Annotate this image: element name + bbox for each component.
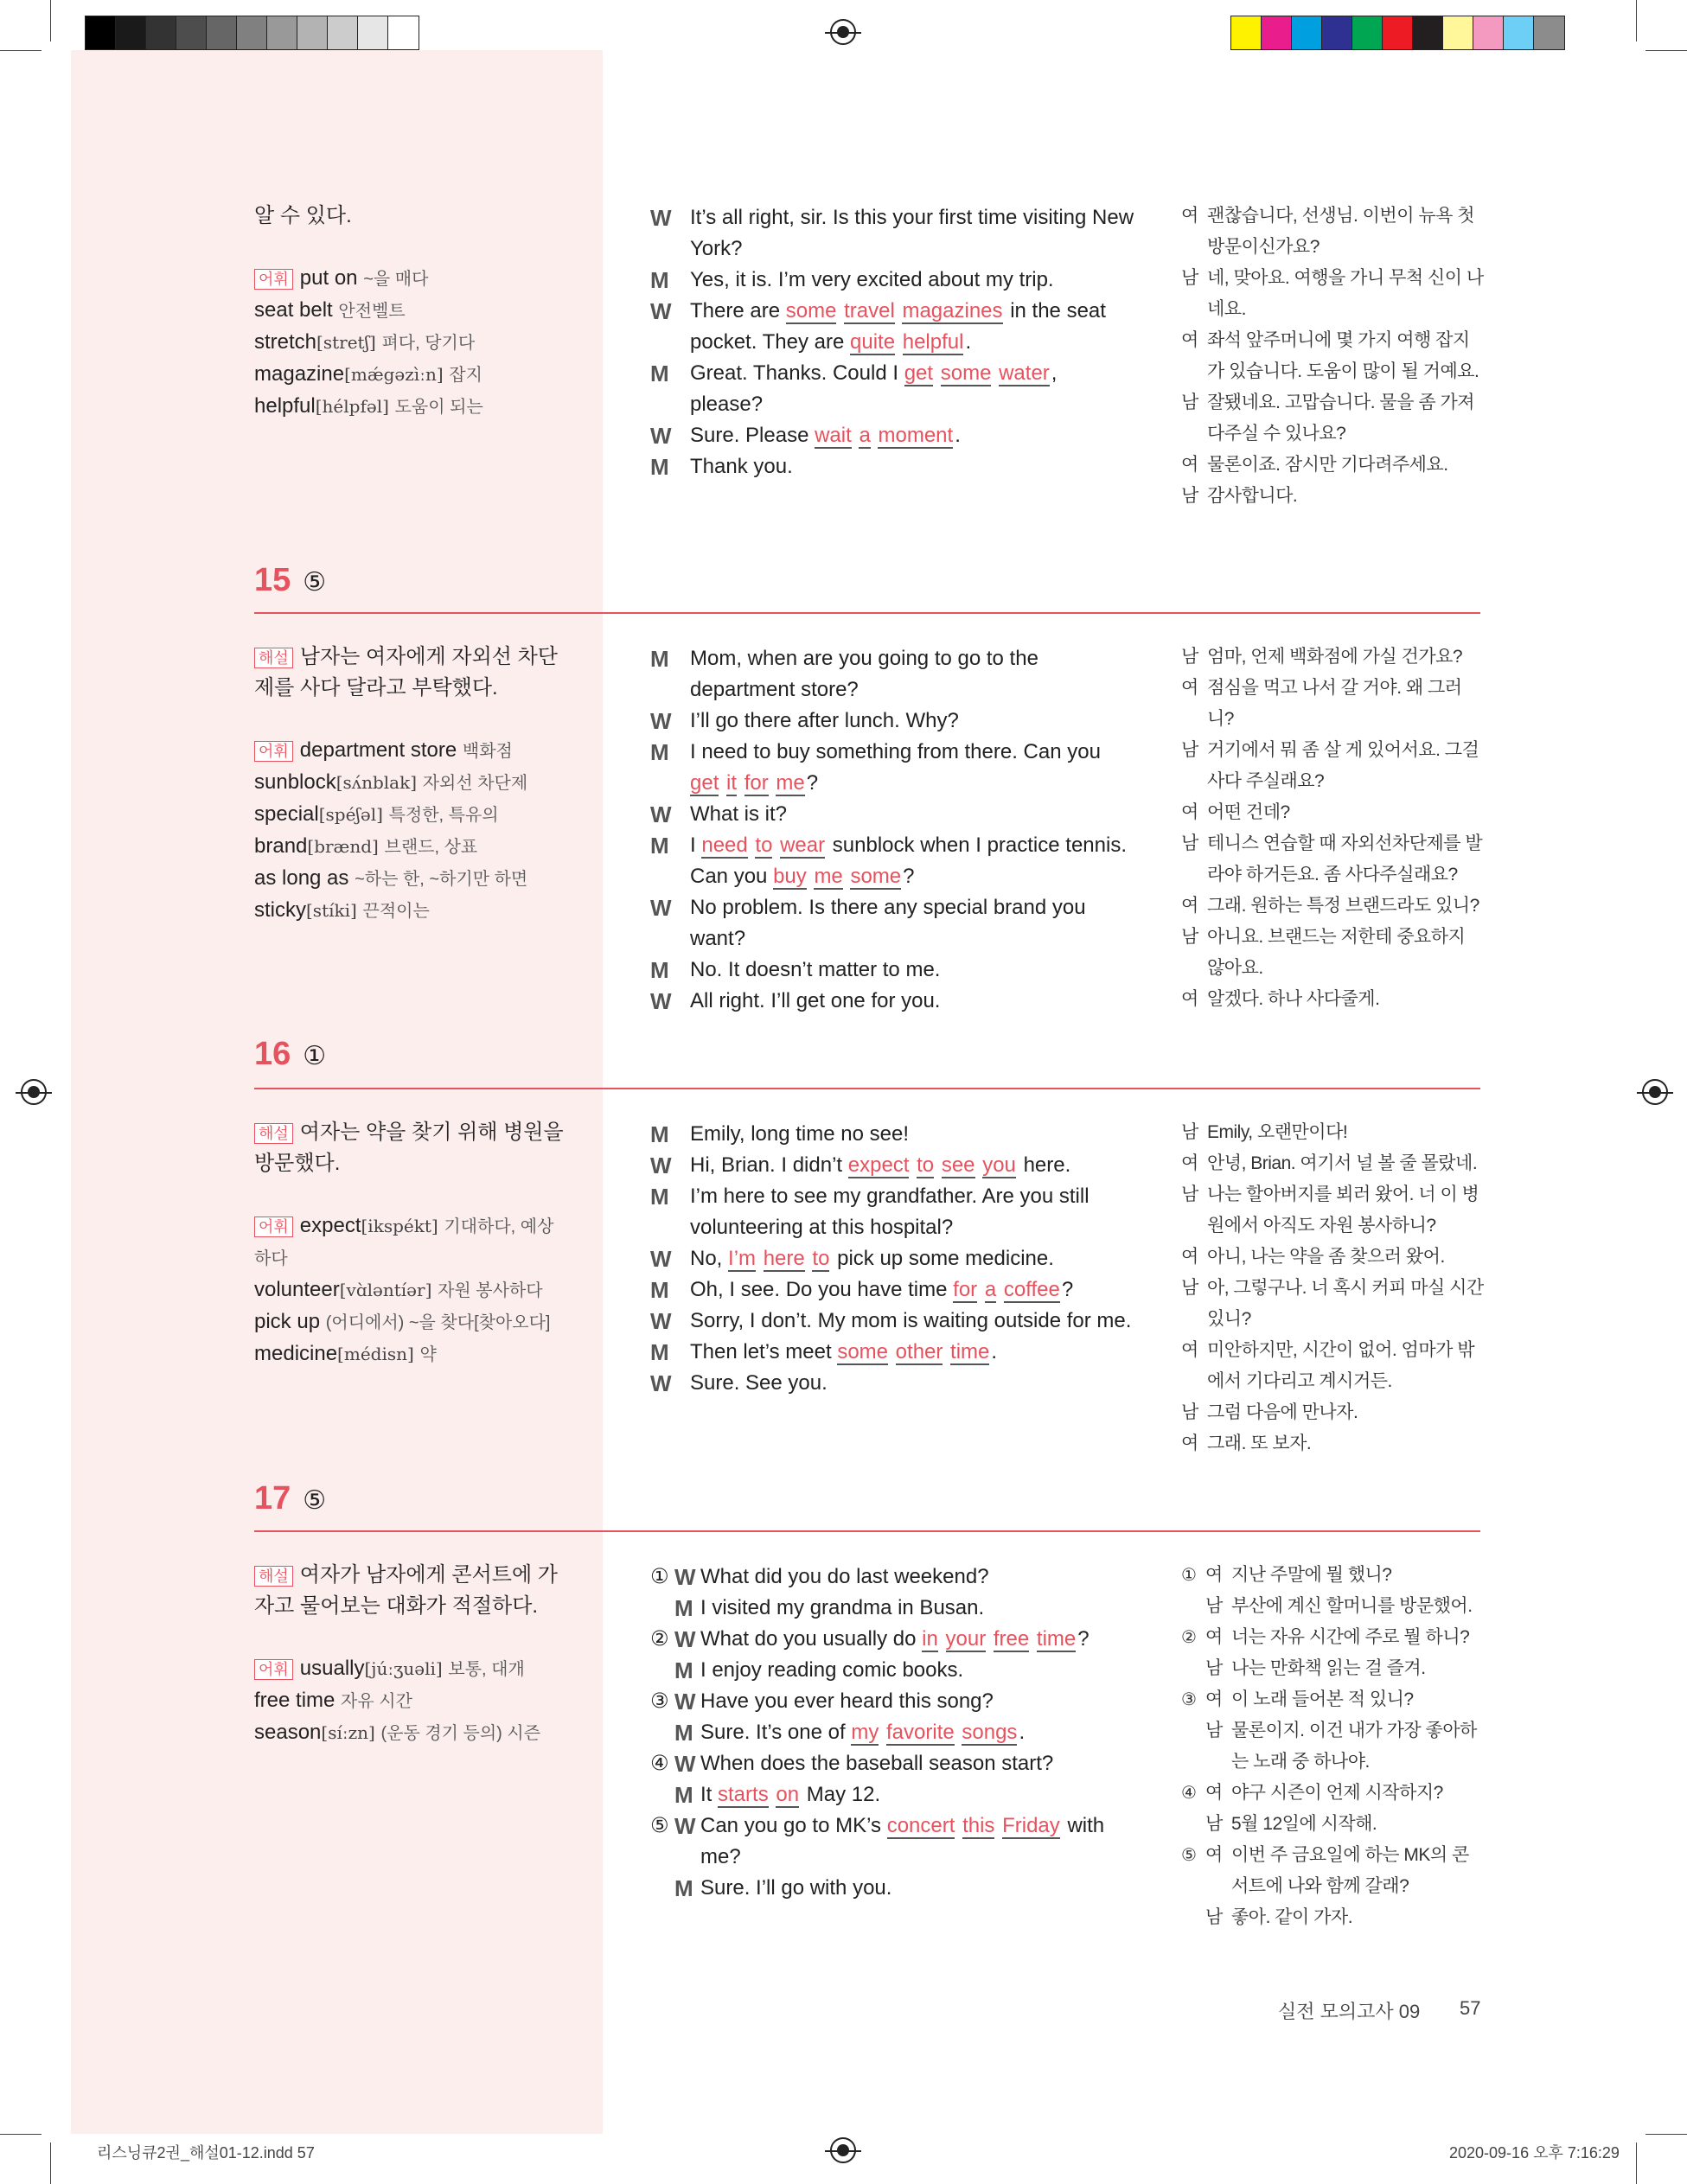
vocab-tag: 어휘 (254, 741, 293, 762)
answer-blank: time (1036, 1627, 1077, 1651)
answer-blank: for (744, 771, 769, 795)
dialogue-line: M Emily, long time no see! (650, 1121, 909, 1147)
answer-blank: helpful (902, 330, 964, 354)
answer-blank: for (953, 1278, 978, 1301)
vocab-tag: 어휘 (254, 1659, 293, 1680)
vocab-item: as long as ~하는 한, ~하기만 하면 (254, 866, 528, 890)
q16-notes (254, 1117, 566, 1370)
translation-line: 남 아, 그렇구나. 너 혹시 커피 마실 시간 있니? (1181, 1278, 1484, 1329)
top-notes (254, 201, 566, 423)
translation-line: ③ 여 이 노래 들어본 적 있니? (1181, 1689, 1414, 1709)
answer-blank: some (837, 1340, 888, 1363)
translation-line: 남 부산에 계신 할머니를 방문했어. (1205, 1596, 1473, 1616)
answer-blank: water (999, 361, 1050, 385)
answer-blank: songs (962, 1721, 1018, 1744)
answer-blank: to (755, 833, 773, 857)
answer-blank: starts (718, 1783, 769, 1806)
q15-notes (254, 642, 566, 927)
q16-dialogue (650, 1119, 1134, 1399)
vocab-item: free time 자유 시간 (254, 1689, 412, 1712)
translation-line: 남 거기에서 뭐 좀 살 게 있어서요. 그걸 사다 주실래요? (1181, 740, 1479, 791)
vocab-item: 어휘 expect[ikspékt] 기대하다, 예상하다 (254, 1214, 554, 1268)
color-swatch (1504, 16, 1534, 49)
answer-blank: it (726, 771, 738, 795)
top-korean-translation (1181, 201, 1484, 512)
page-number: 57 (1460, 1997, 1481, 2019)
translation-line: 남 엄마, 언제 백화점에 가실 건가요? (1181, 647, 1463, 667)
gray-swatch (86, 16, 116, 49)
translation-line: 남 아니요. 브랜드는 저한테 중요하지 않아요. (1181, 927, 1466, 978)
answer-blank: a (859, 424, 871, 447)
gray-swatch (267, 16, 297, 49)
question-heading: 16 ① (254, 1036, 327, 1072)
dialogue-line: M I enjoy reading comic books. (674, 1657, 964, 1683)
color-swatch (1534, 16, 1564, 49)
answer-blank: a (984, 1278, 997, 1301)
gray-swatch (297, 16, 328, 49)
answer-mark: ⑤ (303, 1486, 327, 1515)
translation-line: 여 아니, 나는 약을 좀 찾으러 왔어. (1181, 1247, 1445, 1267)
dialogue-line: M Then let’s meet some other time. (650, 1339, 998, 1365)
answer-blank: my (851, 1721, 879, 1744)
vocab-item: sticky[stíki] 끈적이는 (254, 898, 430, 922)
registration-mark-icon (1642, 1079, 1668, 1105)
translation-line: 여 괜찮습니다, 선생님. 이번이 뉴욕 첫 방문이신가요? (1181, 206, 1475, 257)
answer-blank: me (814, 865, 843, 888)
answer-blank: to (812, 1247, 830, 1270)
answer-blank: get (904, 361, 934, 385)
translation-line: ⑤ 여 이번 주 금요일에 하는 MK의 콘서트에 나와 함께 갈래? (1181, 1845, 1469, 1896)
color-swatch (1443, 16, 1473, 49)
vocab-item: 어휘 put on ~을 매다 (254, 263, 566, 295)
translation-line: 여 점심을 먹고 나서 갈 거야. 왜 그러니? (1181, 678, 1462, 729)
answer-blank: me (776, 771, 805, 795)
dialogue-line: M It starts on May 12. (674, 1782, 881, 1808)
q17-notes (254, 1560, 566, 1749)
question-heading: 17 ⑤ (254, 1480, 327, 1517)
dialogue-line: ⑤ W Can you go to MK’s concert this Friday with me? (650, 1813, 1105, 1868)
answer-blank: in (922, 1627, 938, 1651)
dialogue-line: W What is it? (650, 801, 788, 827)
color-swatch (1413, 16, 1443, 49)
q17-korean-translation (1181, 1560, 1484, 1933)
crop-mark (0, 2134, 42, 2135)
gray-swatch (388, 16, 419, 49)
vocab-tag: 어휘 (254, 269, 293, 290)
answer-blank: favorite (886, 1721, 955, 1744)
answer-blank: moment (878, 424, 954, 447)
vocab-item: brand[brænd] 브랜드, 상표 (254, 834, 478, 858)
dialogue-line: W Sure. Please wait a moment. (650, 423, 961, 449)
translation-line: 여 그래. 원하는 특정 브랜드라도 있니? (1181, 896, 1479, 916)
translation-line: 남 나는 할아버지를 뵈러 왔어. 너 이 병원에서 아직도 자원 봉사하니? (1181, 1185, 1479, 1236)
vocab-item: stretch[stretʃ] 펴다, 당기다 (254, 330, 476, 354)
q15-dialogue (650, 643, 1134, 1017)
answer-blank: get (690, 771, 719, 795)
color-swatch (1383, 16, 1413, 49)
dialogue-line: M Thank you. (650, 454, 793, 480)
answer-blank: concert (886, 1814, 955, 1837)
vocab-item: season[síːzn] (운동 경기 등의) 시즌 (254, 1721, 541, 1744)
dialogue-line: W It’s all right, sir. Is this your first time visiting New York? (650, 205, 1134, 260)
crop-mark (1645, 2134, 1687, 2135)
translation-line: 여 그래. 또 보자. (1181, 1434, 1312, 1453)
explanation-tag: 해설 (254, 1123, 293, 1144)
gray-swatch (116, 16, 146, 49)
print-timestamp: 2020-09-16 오후 7:16:29 (1449, 2144, 1620, 2162)
translation-line: 여 미안하지만, 시간이 없어. 엄마가 밖에서 기다리고 계시거든. (1181, 1340, 1475, 1391)
answer-blank: this (962, 1814, 995, 1837)
answer-blank: your (945, 1627, 987, 1651)
answer-blank: free (993, 1627, 1030, 1651)
dialogue-line: W There are some travel magazines in the seat pocket. They are quite helpful. (650, 298, 1106, 354)
color-swatch (1292, 16, 1322, 49)
answer-blank: some (940, 361, 992, 385)
answer-blank: here (763, 1247, 805, 1270)
translation-line: 남 5월 12일에 시작해. (1205, 1814, 1377, 1834)
dialogue-line: W I’ll go there after lunch. Why? (650, 708, 959, 734)
dialogue-line: M Sure. It’s one of my favorite songs. (674, 1720, 1026, 1746)
answer-blank: on (776, 1783, 800, 1806)
dialogue-line: M Great. Thanks. Could I get some water, please? (650, 361, 1058, 416)
answer-blank: travel (844, 299, 895, 322)
answer-blank: coffee (1003, 1278, 1060, 1301)
q15-korean-translation (1181, 642, 1484, 1015)
answer-blank: wait (815, 424, 852, 447)
answer-blank: expect (847, 1153, 910, 1177)
color-swatch (1352, 16, 1383, 49)
answer-blank: I’m (728, 1247, 757, 1270)
vocab-item: sunblock[sʌ́nblak] 자외선 차단제 (254, 770, 528, 794)
dialogue-line: M I need to wear sunblock when I practice tennis. Can you buy me some? (650, 833, 1127, 888)
print-file-name: 리스닝큐2권_해설01-12.indd 57 (97, 2144, 315, 2162)
translation-line: ④ 여 야구 시즌이 언제 시작하지? (1181, 1783, 1443, 1803)
answer-blank: some (850, 865, 902, 888)
translation-line: 남 네, 맞아요. 여행을 가니 무척 신이 나네요. (1181, 268, 1484, 319)
explanation-tag: 해설 (254, 648, 293, 668)
gray-color-bar (85, 16, 419, 50)
dialogue-line: M Sure. I’ll go with you. (674, 1875, 892, 1901)
crop-mark (1636, 2142, 1637, 2184)
vocab-item: medicine[médisn] 약 (254, 1342, 437, 1365)
dialogue-line: W No problem. Is there any special brand you want? (650, 895, 1086, 950)
vocab-item: magazine[mǽgəzìːn] 잡지 (254, 362, 482, 386)
top-dialogue (650, 202, 1134, 482)
dialogue-line: M Yes, it is. I’m very excited about my trip. (650, 267, 1054, 293)
crop-mark (1645, 50, 1687, 51)
explanation: 해설 여자는 약을 찾기 위해 병원을 방문했다. (254, 1121, 564, 1175)
translation-line: 여 안녕, Brian. 여기서 널 볼 줄 몰랐네. (1181, 1153, 1478, 1173)
translation-line: 여 알겠다. 하나 사다줄게. (1181, 989, 1380, 1009)
translation-line: 남 나는 만화책 읽는 걸 즐겨. (1205, 1658, 1426, 1678)
translation-line: 여 좌석 앞주머니에 몇 가지 여행 잡지가 있습니다. 도움이 많이 될 거예요. (1181, 330, 1479, 381)
section-divider (254, 1530, 1480, 1532)
color-swatch (1473, 16, 1504, 49)
section-divider (254, 1088, 1480, 1089)
vocab-item: 어휘 department store 백화점 (254, 735, 566, 767)
crop-mark (50, 2142, 51, 2184)
dialogue-line: W Sure. See you. (650, 1370, 828, 1396)
vocab-item: 어휘 usually[júːʒuəli] 보통, 대개 (254, 1653, 566, 1685)
registration-mark-icon (830, 2137, 856, 2163)
answer-mark: ⑤ (303, 568, 327, 597)
answer-blank: Friday (1002, 1814, 1060, 1837)
translation-line: 여 물론이죠. 잠시만 기다려주세요. (1181, 455, 1448, 475)
crop-mark (1636, 0, 1637, 42)
question-heading: 15 ⑤ (254, 562, 327, 598)
gray-swatch (176, 16, 207, 49)
answer-blank: other (895, 1340, 943, 1363)
translation-line: 남 Emily, 오랜만이다! (1181, 1122, 1348, 1142)
dialogue-line: ③ W Have you ever heard this song? (650, 1689, 994, 1715)
answer-blank: you (982, 1153, 1016, 1177)
answer-blank: see (941, 1153, 975, 1177)
answer-blank: need (701, 833, 748, 857)
dialogue-line: W All right. I’ll get one for you. (650, 988, 941, 1014)
dialogue-line: M Mom, when are you going to go to the department store? (650, 646, 1038, 701)
vocab-item: seat belt 안전벨트 (254, 298, 406, 322)
vocab-item: pick up (어디에서) ~을 찾다[찾아오다] (254, 1310, 551, 1333)
explanation-tail: 알 수 있다. (254, 204, 352, 227)
translation-line: 남 물론이지. 이건 내가 가장 좋아하는 노래 중 하나야. (1205, 1721, 1477, 1772)
dialogue-line: W Sorry, I don’t. My mom is waiting outside for me. (650, 1308, 1132, 1334)
translation-line: 남 테니스 연습할 때 자외선차단제를 발라야 하거든요. 좀 사다주실래요? (1181, 833, 1483, 884)
answer-blank: buy (773, 865, 807, 888)
translation-line: ② 여 너는 자유 시간에 주로 뭘 하니? (1181, 1627, 1470, 1647)
translation-line: 남 잘됐네요. 고맙습니다. 물을 좀 가져다주실 수 있나요? (1181, 393, 1475, 444)
dialogue-line: ② W What do you usually do in your free time? (650, 1626, 1090, 1652)
dialogue-line: ① W What did you do last weekend? (650, 1564, 989, 1590)
dialogue-line: M I need to buy something from there. Can you get it for me? (650, 739, 1101, 795)
dialogue-line: M Oh, I see. Do you have time for a coffee? (650, 1277, 1074, 1303)
answer-blank: magazines (902, 299, 1003, 322)
explanation: 해설 여자가 남자에게 콘서트에 가자고 물어보는 대화가 적절하다. (254, 1563, 558, 1618)
dialogue-line: ④ W When does the baseball season start? (650, 1751, 1054, 1777)
color-swatch (1262, 16, 1292, 49)
page-section-label: 실전 모의고사 09 (1278, 2001, 1421, 2022)
answer-blank: some (785, 299, 837, 322)
color-swatch (1231, 16, 1262, 49)
dialogue-line: M I visited my grandma in Busan. (674, 1595, 985, 1621)
registration-mark-icon (830, 19, 856, 45)
answer-blank: wear (780, 833, 826, 857)
gray-swatch (207, 16, 237, 49)
dialogue-line: W No, I’m here to pick up some medicine. (650, 1246, 1054, 1272)
gray-swatch (328, 16, 358, 49)
explanation: 해설 남자는 여자에게 자외선 차단제를 사다 달라고 부탁했다. (254, 645, 558, 699)
translation-line: 남 감사합니다. (1181, 486, 1298, 506)
registration-mark-icon (21, 1079, 47, 1105)
section-divider (254, 612, 1480, 614)
explanation-tag: 해설 (254, 1566, 293, 1587)
translation-line: 여 어떤 건데? (1181, 802, 1290, 822)
answer-mark: ① (303, 1042, 327, 1070)
gray-swatch (237, 16, 267, 49)
dialogue-line: M No. It doesn’t matter to me. (650, 957, 941, 983)
dialogue-line: W Hi, Brian. I didn’t expect to see you here. (650, 1153, 1071, 1178)
crop-mark (50, 0, 51, 42)
vocab-tag: 어휘 (254, 1217, 293, 1237)
crop-mark (0, 50, 42, 51)
answer-blank: time (950, 1340, 990, 1363)
gray-swatch (358, 16, 388, 49)
q16-korean-translation (1181, 1117, 1484, 1459)
vocab-item: special[spéʃəl] 특정한, 특유의 (254, 802, 499, 826)
answer-blank: to (917, 1153, 935, 1177)
q17-dialogue (650, 1561, 1134, 1904)
color-bar (1230, 16, 1565, 50)
dialogue-line: M I’m here to see my grandfather. Are you still volunteering at this hospital? (650, 1184, 1090, 1239)
color-swatch (1322, 16, 1352, 49)
translation-line: ① 여 지난 주말에 뭘 했니? (1181, 1565, 1392, 1585)
translation-line: 남 좋아. 같이 가자. (1205, 1907, 1353, 1927)
vocab-item: helpful[hélpfəl] 도움이 되는 (254, 394, 483, 418)
vocab-item: volunteer[vɑ̀ləntíər] 자원 봉사하다 (254, 1278, 543, 1301)
gray-swatch (146, 16, 176, 49)
translation-line: 남 그럼 다음에 만나자. (1181, 1402, 1358, 1422)
answer-blank: quite (850, 330, 896, 354)
